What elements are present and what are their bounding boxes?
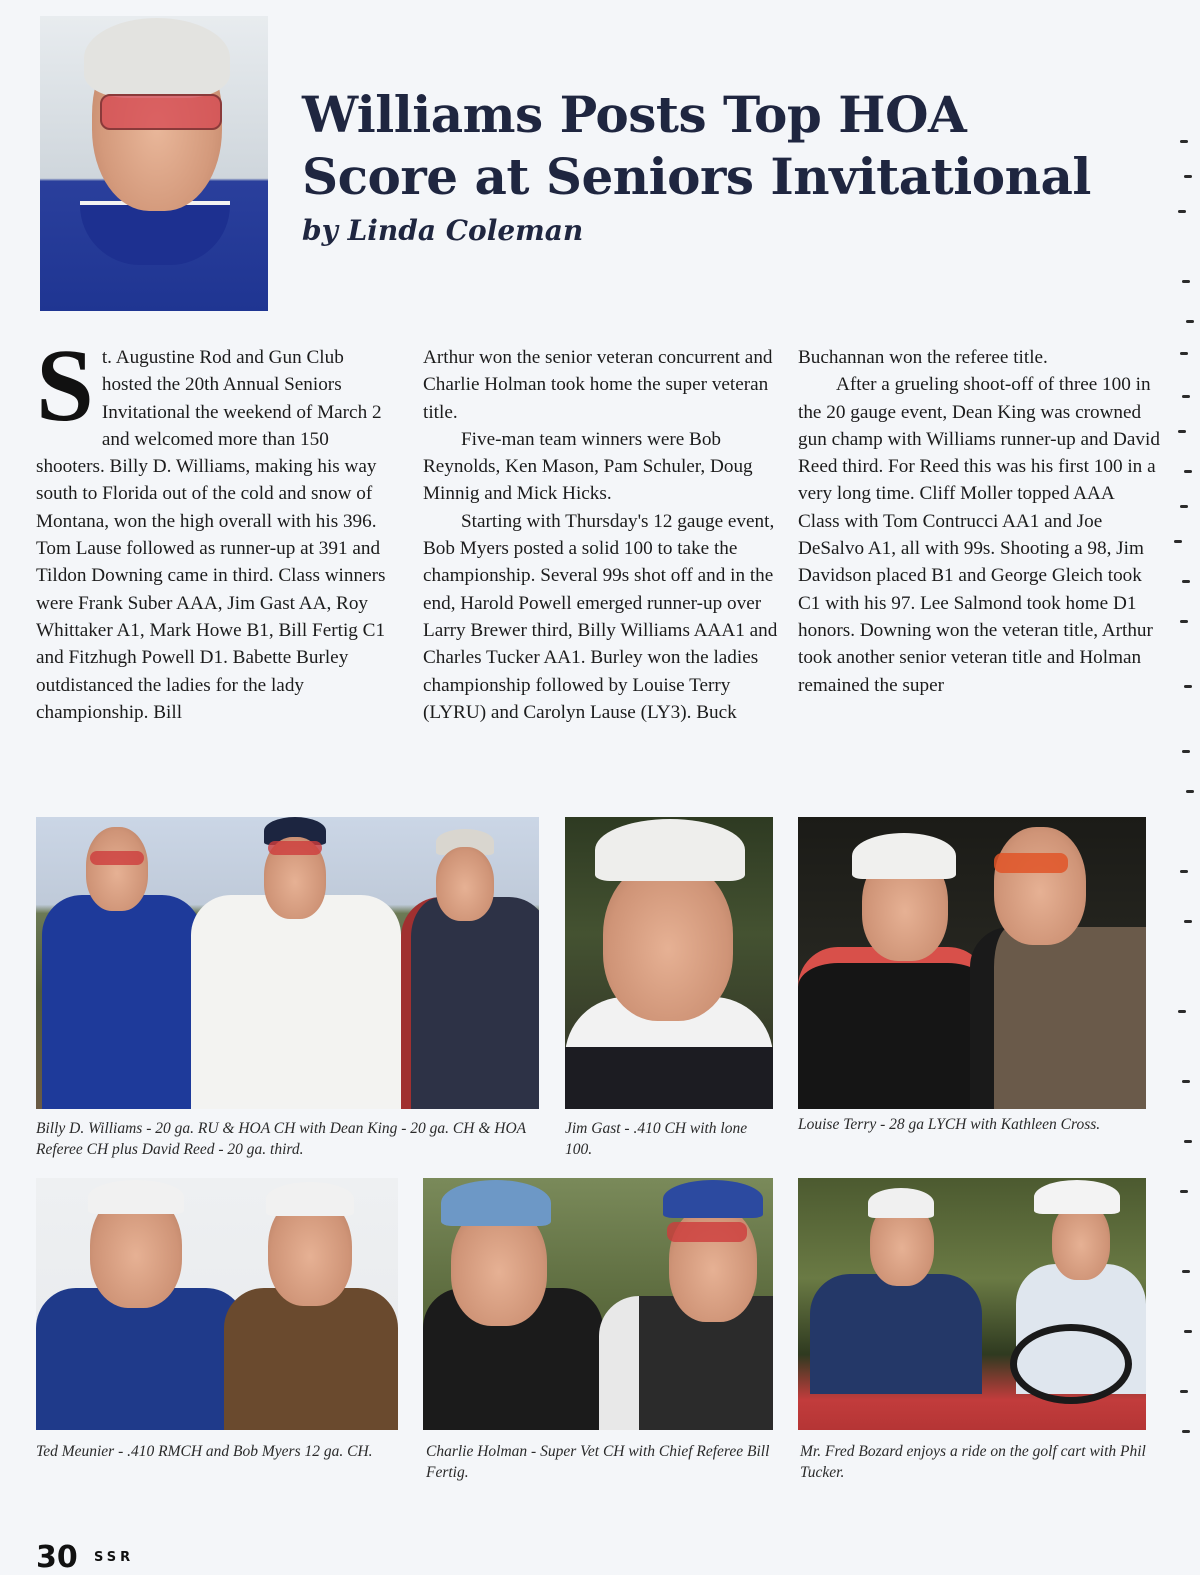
caption: Louise Terry - 28 ga LYCH with Kathleen Cross. xyxy=(798,1116,1101,1133)
photo-williams-king-reed xyxy=(36,817,539,1109)
caption: Jim Gast - .410 CH with lone 100. xyxy=(565,1120,748,1158)
article-title: Williams Posts Top HOA Score at Seniors Invitational xyxy=(302,85,1091,206)
photo-charlie-holman-bill-fertig xyxy=(423,1178,773,1430)
author-headshot-photo xyxy=(40,16,268,311)
caption: Ted Meunier - .410 RMCH and Bob Myers 12 ga. CH. xyxy=(36,1443,373,1460)
caption: Charlie Holman - Super Vet CH with Chief Referee Bill Fertig. xyxy=(426,1443,770,1481)
tinted-glasses xyxy=(100,94,222,130)
text-column-3 xyxy=(798,344,1160,699)
photo-ted-meunier-bob-myers xyxy=(36,1178,398,1430)
text-column-1 xyxy=(36,328,396,726)
photo-fred-bozard-phil-tucker xyxy=(798,1178,1146,1430)
publication-name: SSR xyxy=(94,1550,135,1565)
drop-cap: S xyxy=(36,328,94,443)
text-column-2 xyxy=(423,344,783,726)
article-byline: by Linda Coleman xyxy=(302,214,584,247)
binding-marks xyxy=(1170,130,1200,1530)
paragraph: Arthur won the senior veteran concurrent and Charlie Holman took home the super veteran title. xyxy=(423,347,773,423)
hair xyxy=(84,18,230,98)
paragraph: After a grueling shoot-off of three 100 in the 20 gauge event, Dean King was crowned gun champ with Williams runner-up and David Reed third. For Reed this was his first 100 in a very long time. Cliff Moller topped AAA Class with Tom Contrucci AA1 and Joe DeSalvo A1, all with 99s. Shooting a 98, Jim Davidson placed B1 and George Gleich took C1 with his 97. Lee Salmond took home D1 honors. Downing won the veteran title, Arthur took another senior veteran title and Holman remained the super xyxy=(798,374,1160,696)
paragraph: Buchannan won the referee title. xyxy=(798,347,1048,368)
paragraph: Five-man team winners were Bob Reynolds, Ken Mason, Pam Schuler, Doug Minnig and Mick Hicks. xyxy=(423,428,753,505)
caption: Mr. Fred Bozard enjoys a ride on the golf cart with Phil Tucker. xyxy=(800,1443,1146,1481)
photo-louise-terry-kathleen-cross xyxy=(798,817,1146,1109)
photo-jim-gast xyxy=(565,817,773,1109)
paragraph: Starting with Thursday's 12 gauge event, Bob Myers posted a solid 100 to take the championship. Several 99s shot off and in the end, Harold Powell emerged runner-up over Larry Brewer third, Billy Williams AAA1 and Charles Tucker AA1. Burley won the ladies championship followed by Louise Terry (LYRU) and Carolyn Lause (LY3). Buck xyxy=(423,510,778,723)
caption: Billy D. Williams - 20 ga. RU & HOA CH with Dean King - 20 ga. CH & HOA Referee CH plus David Reed - 20 ga. third. xyxy=(36,1120,526,1158)
paragraph: t. Augustine Rod and Gun Club hosted the 20th Annual Seniors Invitational the weekend of March 2 and welcomed more than 150 shooters. Billy D. Williams, making his way south to Florida out of the cold and snow of Montana, won the high overall with his 396. Tom Lause followed as runner-up at 391 and Tildon Downing came in third. Class winners were Frank Suber AAA, Jim Gast AA, Roy Whittaker A1, Mark Howe B1, Bill Fertig C1 and Fitzhugh Powell D1. Babette Burley outdistanced the ladies for the lady championship. Bill xyxy=(36,347,386,723)
steering-wheel xyxy=(1010,1324,1132,1404)
page-number: 30 xyxy=(36,1540,78,1575)
